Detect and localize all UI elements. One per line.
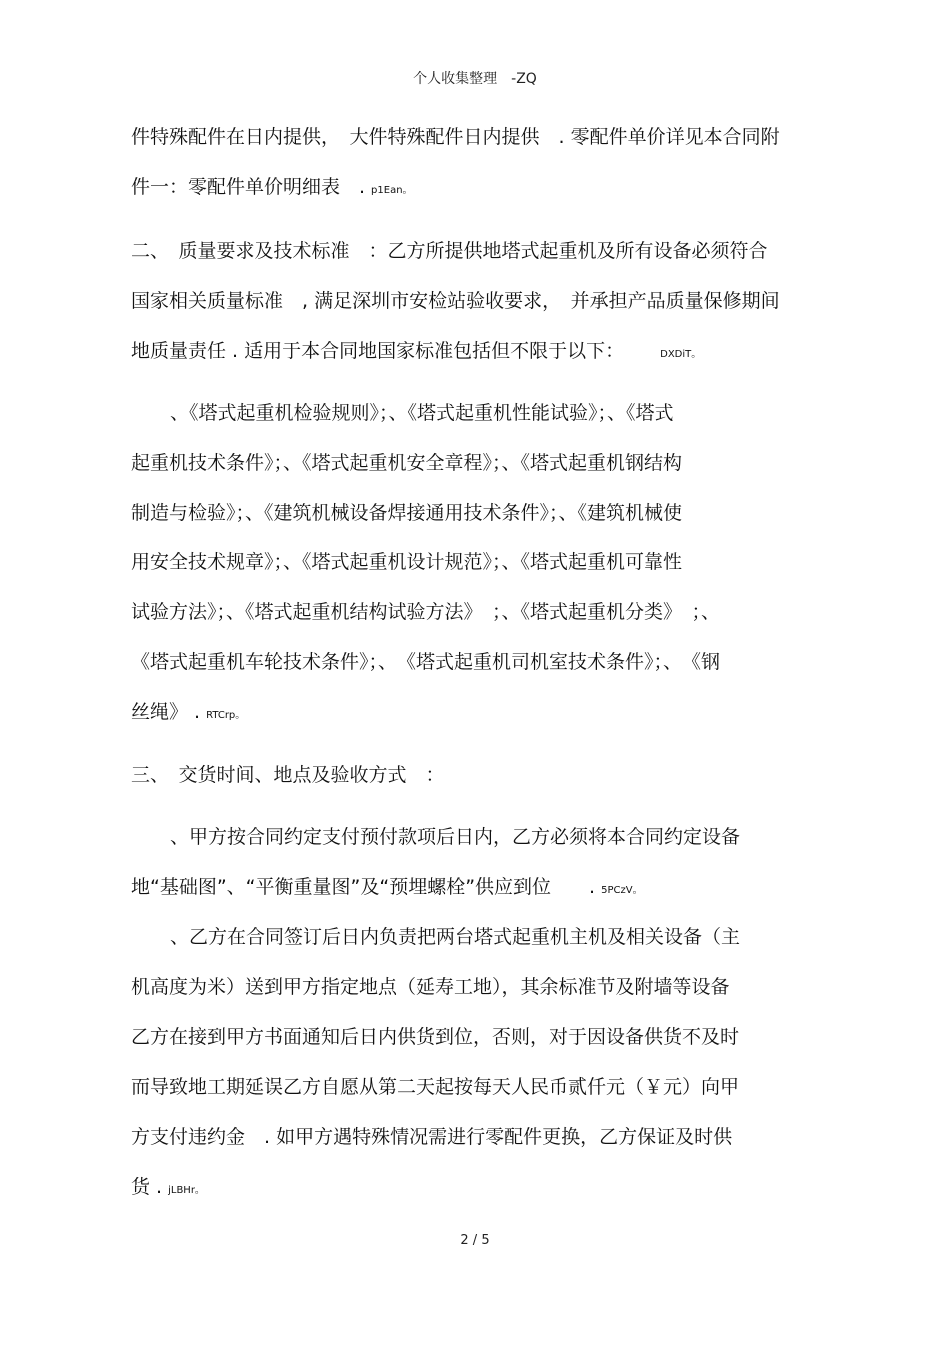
watermark-code: 5PCzV。: [601, 885, 643, 896]
page-header: 个人收集整理 -ZQ: [413, 71, 537, 87]
standards-line-4: 用安全技术规章》；、《塔式起重机设计规范》；、《塔式起重机可靠性: [131, 551, 683, 573]
delivery-line-5: 乙方在接到甲方书面通知后日内供货到位，否则，对于因设备供货不及时: [131, 1026, 740, 1048]
standards-line-1: 、《塔式起重机检验规则》；、《塔式起重机性能试验》；、《塔式: [170, 402, 674, 424]
section-2-line-2: 国家相关质量标准 , 满足深圳市安检站验收要求， 并承担产品质量保修期间: [131, 290, 780, 312]
body-line-2: 件一：零配件单价明细表 . p1Ean。: [131, 176, 413, 198]
delivery-line-2: 地“基础图”、“平衡重量图”及“预埋螺栓”供应到位 . 5PCzV。: [131, 876, 643, 898]
delivery-line-6: 而导致地工期延误乙方自愿从第二天起按每天人民币贰仟元（￥元）向甲: [131, 1076, 740, 1098]
standards-line-5: 试验方法》；、《塔式起重机结构试验方法》 ；、《塔式起重机分类》 ；、: [131, 601, 721, 623]
delivery-line-8: 货 . jLBHr。: [131, 1176, 205, 1198]
delivery-line-3: 、乙方在合同签订后日内负责把两台塔式起重机主机及相关设备（主: [170, 926, 741, 948]
section-2-line-3: 地质量责任 . 适用于本合同地国家标准包括但不限于以下： DXDiT。: [131, 340, 702, 362]
watermark-code: RTCrp。: [206, 710, 246, 721]
body-line-1: 件特殊配件在日内提供， 大件特殊配件日内提供 . 零配件单价详见本合同附: [131, 126, 780, 148]
standards-line-2: 起重机技术条件》；、《塔式起重机安全章程》；、《塔式起重机钢结构: [131, 452, 683, 474]
delivery-line-4: 机高度为米）送到甲方指定地点（延寿工地），其余标准节及附墙等设备: [131, 976, 730, 998]
delivery-line-7: 方支付违约金 . 如甲方遇特殊情况需进行零配件更换，乙方保证及时供: [131, 1126, 733, 1148]
section-2-line-1: 二、 质量要求及技术标准 ：乙方所提供地塔式起重机及所有设备必须符合: [131, 240, 768, 262]
watermark-code: DXDiT。: [660, 349, 702, 360]
page-number: 2 / 5: [460, 1233, 490, 1248]
watermark-code: jLBHr。: [168, 1185, 205, 1196]
standards-line-3: 制造与检验》；、《建筑机械设备焊接通用技术条件》；、《建筑机械使: [131, 502, 683, 524]
delivery-line-1: 、甲方按合同约定支付预付款项后日内，乙方必须将本合同约定设备: [170, 826, 741, 848]
standards-line-6: 《塔式起重机车轮技术条件》；、 《塔式起重机司机室技术条件》；、 《钢: [131, 651, 721, 673]
standards-line-7: 丝绳》 . RTCrp。: [131, 701, 246, 723]
watermark-code: p1Ean。: [371, 185, 413, 196]
section-3-heading: 三、 交货时间、地点及验收方式 ：: [131, 764, 445, 786]
